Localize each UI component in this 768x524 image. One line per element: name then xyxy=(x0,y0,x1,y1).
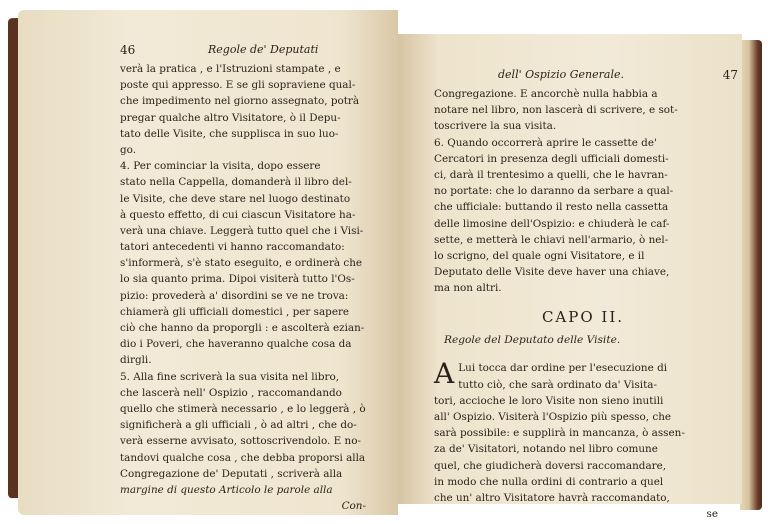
text-line: à questo effetto, di cui ciascun Visitatore ha- xyxy=(120,208,356,221)
text-line: ciò che hanno da proporgli : e ascolterà ezian- xyxy=(120,322,365,334)
text-line: poste qui appresso. E se gli sopraviene qual- xyxy=(120,79,356,92)
text-line: lo sia quanto prima. Dipoi visiterà tutto l'Os- xyxy=(120,273,355,286)
text-line: sarà possibile: e supplirà in mancanza, ò assen- xyxy=(434,427,685,440)
text-line: che lascerà nell' Ospizio , raccomandando xyxy=(120,386,342,399)
text-line: che impedimento nel giorno assegnato, potrà xyxy=(120,95,360,108)
running-head-right: dell' Ospizio Generale. xyxy=(498,68,624,81)
text-line: Cercatori in presenza degli ufficiali domesti- xyxy=(434,152,669,165)
drop-capital: A xyxy=(434,357,455,391)
text-line: tandovi qualche cosa , che debba proporsi alla xyxy=(120,451,366,464)
right-page-header xyxy=(434,68,738,86)
text-line: in modo che nulla ordini di contrario a quel xyxy=(434,475,664,488)
text-line: dio i Poveri, che haveranno qualche cosa da xyxy=(120,338,352,351)
text-line: tatori antecedenti vi hanno raccomandato: xyxy=(120,241,345,254)
text-line: che ufficiale: buttando il resto nella cassetta xyxy=(434,201,669,214)
text-line: tutto ciò, che sarà ordinato da' Visita- xyxy=(458,378,657,391)
text-line: verà esserne avvisato, sottoscrivendolo. E no- xyxy=(120,435,361,448)
text-line: 6. Quando occorrerà aprire le cassette de' xyxy=(434,136,657,149)
section-subheading: Regole del Deputato delle Visite. xyxy=(444,334,621,347)
text-line: verà la pratica , e l'Istruzioni stampate , e xyxy=(120,63,341,75)
text-line: ci, darà il trentesimo a quelli, che le havran- xyxy=(434,168,668,181)
text-line: significherà a gli ufficiali , ò ad altri , che do- xyxy=(120,419,357,432)
text-line: Congregazione. E ancorchè nulla habbia a xyxy=(434,88,658,100)
text-line: Deputato delle Visite deve haver una chiave, xyxy=(434,266,670,279)
text-line: dirgli. xyxy=(120,354,152,367)
text-line: quello che stimerà necessario , e lo leggerà , ò xyxy=(120,402,366,415)
text-line: no portate: che lo daranno da serbare a qual- xyxy=(434,185,674,198)
text-line: le Visite, che deve stare nel luogo destinato xyxy=(120,192,351,205)
text-line: za de' Visitatori, notando nel libro comune xyxy=(434,443,658,456)
text-line: s'informerà, s'è stato eseguito, e ordinerà che xyxy=(120,257,363,270)
left-page-body xyxy=(120,61,376,514)
text-line: stato nella Cappella, domanderà il libro del- xyxy=(120,176,352,189)
text-line: 4. Per cominciar la visita, dopo essere xyxy=(120,160,321,173)
text-line: all' Ospizio. Visiterà l'Ospizio più spesso, che xyxy=(434,411,672,423)
right-page xyxy=(398,34,742,521)
text-line: Lui tocca dar ordine per l'esecuzione di xyxy=(458,362,668,375)
text-line: lo scrigno, del quale ogni Visitatore, e il xyxy=(434,249,645,262)
text-line: tori, accioche le loro Visite non sieno inutili xyxy=(434,394,664,407)
left-page-header xyxy=(120,43,376,61)
text-line: toscrivere la sua visita. xyxy=(434,120,557,133)
text-line: pizio: provederà a' disordini se ve ne trova: xyxy=(120,289,349,302)
text-line: 5. Alla fine scriverà la sua visita nel libro, xyxy=(120,370,340,383)
text-line: go. xyxy=(120,143,137,156)
text-line: che un' altro Visitatore havrà raccomandato, xyxy=(434,491,670,504)
text-line: Congregazione de' Deputati , scriverà alla xyxy=(120,467,343,480)
text-line: pregar qualche altro Visitatore, ò il Depu- xyxy=(120,111,341,124)
text-line: sette, e metterà le chiavi nell'armario, ò nel- xyxy=(434,233,669,246)
chapter-heading: CAPO II. xyxy=(541,308,625,327)
book-page-edges xyxy=(740,40,762,510)
text-line: margine di questo Articolo le parole alla xyxy=(120,483,333,496)
text-line: chiamerà gli ufficiali domestici , per sapere xyxy=(120,305,350,318)
right-page-body xyxy=(434,86,732,522)
text-line: quel, che giudicherà doversi raccomandare, xyxy=(434,459,667,472)
text-line: verà una chiave. Leggerà tutto quel che i Visi- xyxy=(120,224,364,237)
text-line: notare nel libro, non lascerà di scrivere, e sot- xyxy=(434,104,678,117)
left-page xyxy=(18,10,398,515)
catchword-right: se xyxy=(706,508,718,521)
text-line: delle limosine dell'Ospizio: e chiuderà le caf- xyxy=(434,217,670,230)
catchword-left: Con- xyxy=(341,500,366,513)
page-number-left: 46 xyxy=(120,43,136,57)
text-line: ma non altri. xyxy=(434,282,502,295)
running-head-left: Regole de' Deputati xyxy=(208,43,319,56)
page-number-right: 47 xyxy=(722,68,738,82)
text-line: tato delle Visite, che supplisca in suo luo- xyxy=(120,127,339,140)
